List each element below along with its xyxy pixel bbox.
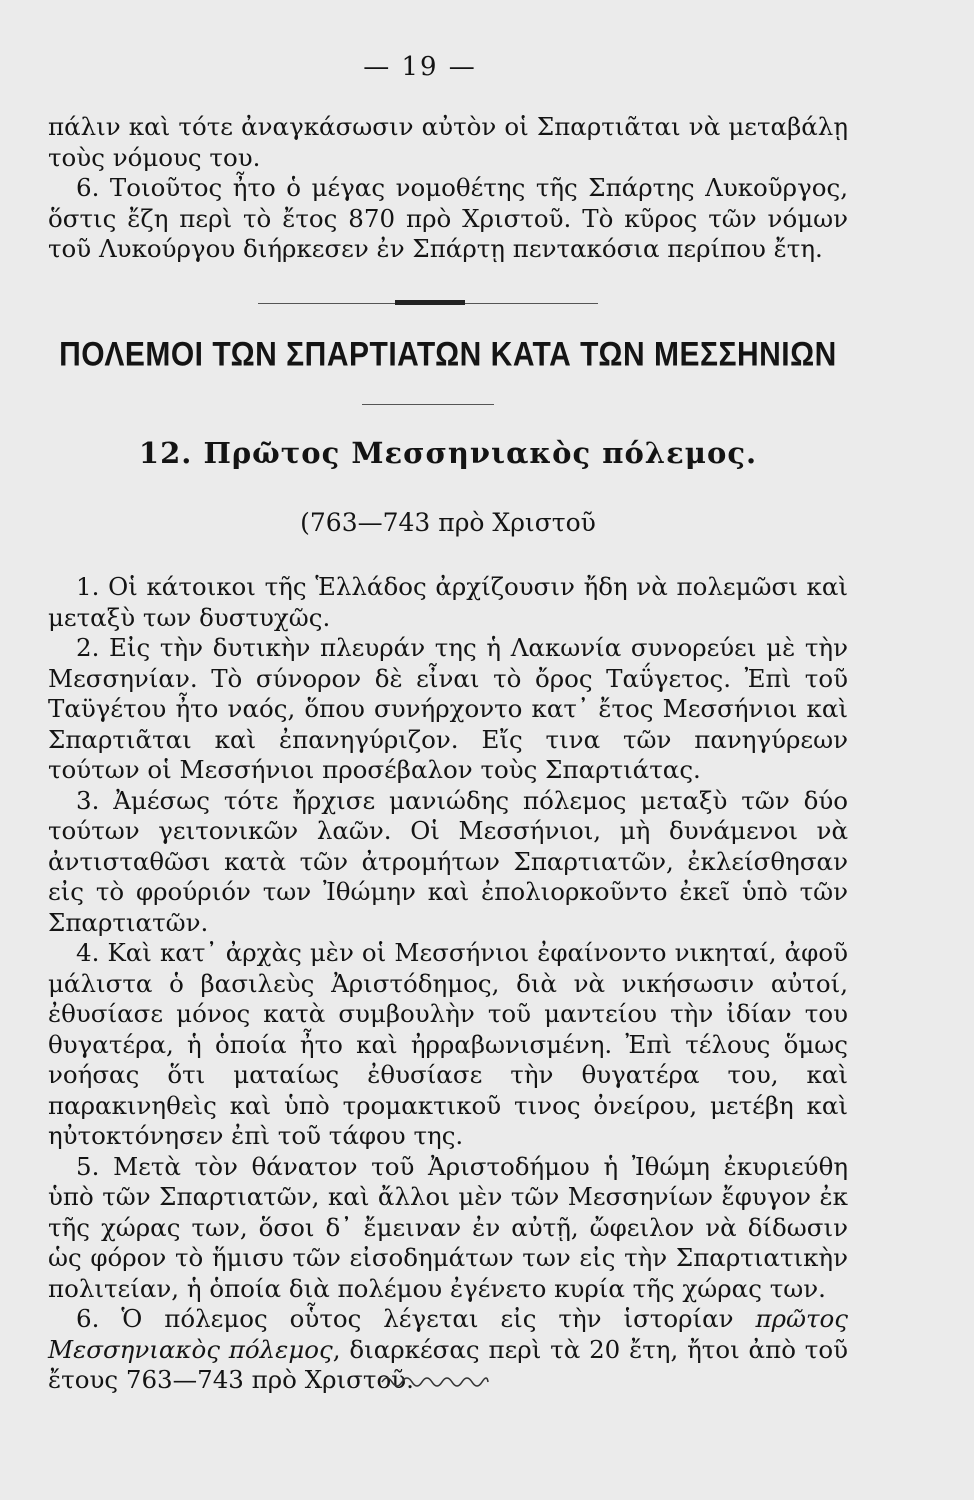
body-paragraph-6-italic: πρῶτος Μεσσηνιακὸς πόλεμος: [48, 1304, 848, 1364]
section-heading: ΠΟΛΕΜΟΙ ΤΩΝ ΣΠΑΡΤΙΑΤΩΝ ΚΑΤΑ ΤΩΝ ΜΕΣΣΗΝΙΩΝ: [59, 335, 837, 374]
body-paragraph-1: 1. Οἱ κάτοικοι τῆς Ἑλλάδος ἀρχίζουσιν ἤδη νὰ πολεμῶσι καὶ μεταξὺ των δυστυχῶς.: [48, 572, 848, 632]
body-paragraph-6-end: , διαρκέσας περὶ τὰ 20 ἔτη, ἤτοι ἀπὸ τοῦ ἔτους 763—743 πρὸ Χριστοῦ.: [48, 1334, 848, 1394]
intro-text: [48, 112, 848, 265]
body-paragraph-2: 2. Εἰς τὴν δυτικὴν πλευράν της ἡ Λακωνία συνορεύει μὲ τὴν Μεσσηνίαν. Τὸ σύνορον δὲ εἶναι τὸ ὄρος Ταΰγετος. Ἐπὶ τοῦ Ταϋγέτου ἦτο ναός, ὅπου συνήρχοντο κατ᾽ ἔτος Μεσσήνιοι καὶ Σπαρτιᾶται καὶ ἐπανηγύριζον. Εἴς τινα τῶν πανηγύρεων τούτων οἱ Μεσσήνιοι προσέβαλον τοὺς Σπαρτιάτας.: [48, 633, 848, 784]
body-paragraph-4: 4. Καὶ κατ᾽ ἀρχὰς μὲν οἱ Μεσσήνιοι ἐφαίνοντο νικηταί, ἀφοῦ μάλιστα ὁ βασιλεὺς Ἀριστόδημος, διὰ νὰ νικήσωσιν αὐτοί, ἐθυσίασε μόνος κατὰ συμβουλὴν τοῦ μαντείου τὴν ἰδίαν του θυγατέρα, ἡ ὁποία ἦτο καὶ ἠρραβωνισμένη. Ἐπὶ τέλους ὅμως νοήσας ὅτι ματαίως ἐθυσίασε τὴν θυγατέρα του, καὶ παρακινηθεὶς καὶ ὑπὸ τρομακτικοῦ τινος ὀνείρου, μετέβη καὶ ηὐτοκτόνησεν ἐπὶ τοῦ τάφου της.: [48, 938, 848, 1150]
divider-rule-short: [362, 404, 494, 405]
divider-rule-accent: [395, 300, 465, 305]
page-number: — 19 —: [363, 52, 477, 82]
wavy-ornament-icon: [380, 1372, 490, 1392]
body-paragraph-3: 3. Ἀμέσως τότε ἤρχισε μανιώδης πόλεμος μεταξὺ τῶν δύο τούτων γειτονικῶν λαῶν. Οἱ Μεσσήνιοι, μὴ δυνάμενοι νὰ ἀντισταθῶσι κατὰ τῶν ἀτρομήτων Σπαρτιατῶν, ἐκλείσθησαν εἰς τὸ φρούριόν των Ἰθώμην καὶ ἐπολιορκοῦντο ἐκεῖ ὑπὸ τῶν Σπαρτιατῶν.: [48, 785, 848, 937]
intro-paragraph-2: 6. Τοιοῦτος ἦτο ὁ μέγας νομοθέτης τῆς Σπάρτης Λυκοῦργος, ὅστις ἔζη περὶ τὸ ἔτος 870 πρὸ Χριστοῦ. Τὸ κῦρος τῶν νόμων τοῦ Λυκούργου διήρκεσεν ἐν Σπάρτῃ πεντακόσια περίπου ἔτη.: [48, 173, 848, 263]
body-paragraph-6-start: 6. Ὁ πόλεμος οὗτος λέγεται εἰς τὴν ἱστορίαν: [76, 1304, 756, 1333]
intro-paragraph-1: πάλιν καὶ τότε ἀναγκάσωσιν αὐτὸν οἱ Σπαρτιᾶται νὰ μεταβάλῃ τοὺς νόμους του.: [48, 112, 848, 172]
chapter-subheading: 12. Πρῶτος Μεσσηνιακὸς πόλεμος.: [138, 436, 758, 470]
chapter-dates: (763—743 πρὸ Χριστοῦ: [300, 508, 596, 537]
body-paragraph-5: 5. Μετὰ τὸν θάνατον τοῦ Ἀριστοδήμου ἡ Ἰθώμη ἐκυριεύθη ὑπὸ τῶν Σπαρτιατῶν, καὶ ἄλλοι μὲν τῶν Μεσσηνίων ἔφυγον ἐκ τῆς χώρας των, ὅσοι δ᾽ ἔμειναν ἐν αὐτῇ, ὤφειλον νὰ δίδωσιν ὡς φόρον τὸ ἥμισυ τῶν εἰσοδημάτων των εἰς τὴν Σπαρτιατικὴν πολιτείαν, ἡ ὁποία διὰ πολέμου ἐγένετο κυρία τῆς χώρας των.: [48, 1151, 848, 1303]
chapter-body: [48, 572, 848, 1396]
